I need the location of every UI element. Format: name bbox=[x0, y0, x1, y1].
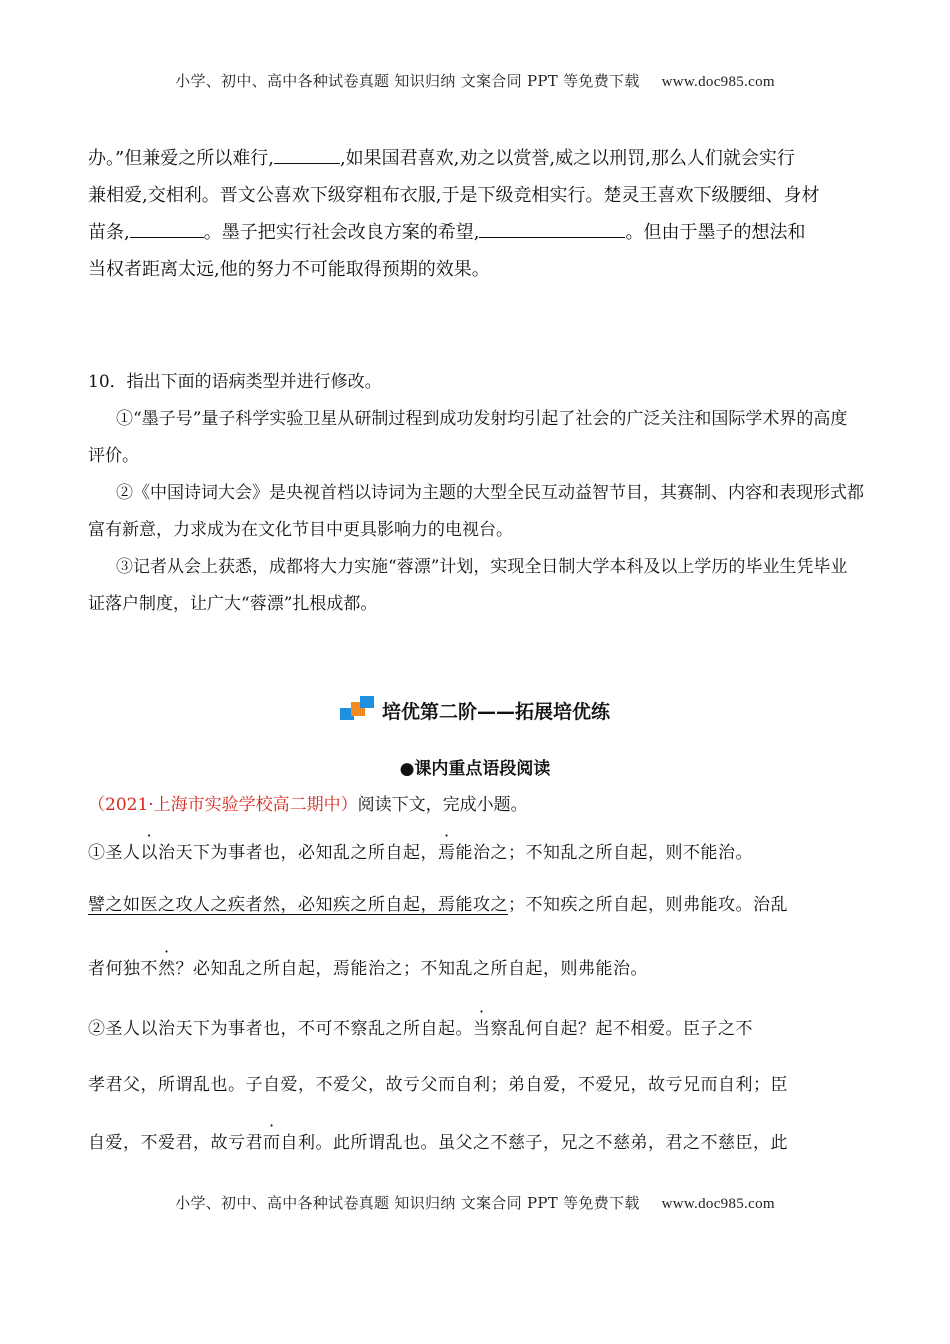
passage-line-2 bbox=[88, 890, 788, 915]
passage-text: 察乱何自起？起不相爱。臣子之不 bbox=[490, 1019, 753, 1039]
passage-line-4 bbox=[88, 1014, 753, 1039]
para1-text-3: 兼相爱,交相利。晋文公喜欢下级穿粗布衣服,于是下级竞相实行。楚灵王喜欢下级腰细、身材 bbox=[88, 185, 820, 206]
section-title: 培优第二阶——拓展培优练 bbox=[381, 701, 610, 723]
para1-text-6: 。但由于墨子的想法和 bbox=[625, 222, 806, 243]
dotted-char: 当 bbox=[473, 1019, 491, 1039]
passage-text: 者何独不 bbox=[88, 959, 158, 979]
source-line bbox=[88, 790, 864, 815]
question-10-title: 10．指出下面的语病类型并进行修改。 bbox=[88, 372, 382, 392]
para1-text-1: 办。”但兼爱之所以难行, bbox=[88, 148, 274, 169]
passage-line-1 bbox=[88, 838, 753, 863]
page-footer bbox=[0, 1192, 950, 1213]
question-10-item-3: ③记者从会上获悉，成都将大力实施“蓉漂”计划，实现全日制大学本科及以上学历的毕业生凭毕业证落户制度，让广大“蓉漂”扎根成都。 bbox=[88, 557, 848, 614]
passage-text: ？必知乱之所自起，焉能治之；不知乱之所自起，则弗能治。 bbox=[175, 959, 648, 979]
passage-line-3 bbox=[88, 954, 648, 979]
header-url[interactable]: www.doc985.com bbox=[661, 74, 775, 90]
fill-blank-3[interactable] bbox=[479, 219, 625, 238]
passage-text: 能治之；不知乱之所自起，则不能治。 bbox=[455, 843, 753, 863]
question-10-item-1: ①“墨子号”量子科学实验卫星从研制过程到成功发射均引起了社会的广泛关注和国际学术界的高度评价。 bbox=[88, 409, 848, 466]
dotted-char: 以 bbox=[140, 843, 158, 863]
passage-text: 自利。此所谓乱也。虽父之不慈子，兄之不慈弟，君之不慈臣，此 bbox=[280, 1133, 788, 1153]
dotted-char: 然 bbox=[158, 959, 176, 979]
reading-instruction: 阅读下文，完成小题。 bbox=[357, 795, 528, 815]
passage-text: ①圣人 bbox=[88, 843, 141, 863]
header-text: 小学、初中、高中各种试卷真题 知识归纳 文案合同 PPT 等免费下载 bbox=[175, 72, 640, 90]
passage-text: 治天下为事者也，必知乱之所自起， bbox=[158, 843, 438, 863]
fill-blank-1[interactable] bbox=[274, 145, 340, 164]
para1-text-5: 。墨子把实行社会改良方案的希望, bbox=[203, 222, 480, 243]
question-10 bbox=[88, 364, 864, 623]
section-blocks-icon bbox=[340, 694, 376, 724]
dotted-char: 焉 bbox=[438, 843, 456, 863]
passage-text: 自爱，不爱君，故亏君 bbox=[88, 1133, 263, 1153]
passage-line-5: 孝君父，所谓乱也。子自爱，不爱父，故亏父而自利；弟自爱，不爱兄，故亏兄而自利；臣 bbox=[88, 1075, 788, 1095]
fill-blank-2[interactable] bbox=[130, 219, 204, 238]
para1-text-2: ,如果国君喜欢,劝之以赏誉,威之以刑罚,那么人们就会实行 bbox=[339, 148, 795, 169]
section-heading bbox=[0, 694, 950, 724]
page-header bbox=[0, 70, 950, 91]
paragraph-fill-in bbox=[88, 140, 864, 288]
footer-url[interactable]: www.doc985.com bbox=[661, 1196, 775, 1212]
underlined-sentence: 譬之如医之攻人之疾者然，必知疾之所自起，焉能攻之 bbox=[88, 895, 508, 915]
footer-text: 小学、初中、高中各种试卷真题 知识归纳 文案合同 PPT 等免费下载 bbox=[175, 1194, 640, 1212]
dotted-char: 而 bbox=[263, 1133, 281, 1153]
para1-text-4: 苗条, bbox=[88, 222, 130, 243]
question-10-item-2: ②《中国诗词大会》是央视首档以诗词为主题的大型全民互动益智节目，其赛制、内容和表现形式都富有新意，力求成为在文化节目中更具影响力的电视台。 bbox=[88, 483, 864, 540]
source-citation: （2021·上海市实验学校高二期中） bbox=[88, 795, 358, 815]
passage-text: ；不知疾之所自起，则弗能攻。治乱 bbox=[508, 895, 788, 915]
para1-text-7: 当权者距离太远,他的努力不可能取得预期的效果。 bbox=[88, 259, 490, 280]
passage-text: ②圣人以治天下为事者也，不可不察乱之所自起。 bbox=[88, 1019, 473, 1039]
passage-line-6 bbox=[88, 1128, 788, 1153]
section-subtitle: ●课内重点语段阅读 bbox=[399, 759, 551, 779]
